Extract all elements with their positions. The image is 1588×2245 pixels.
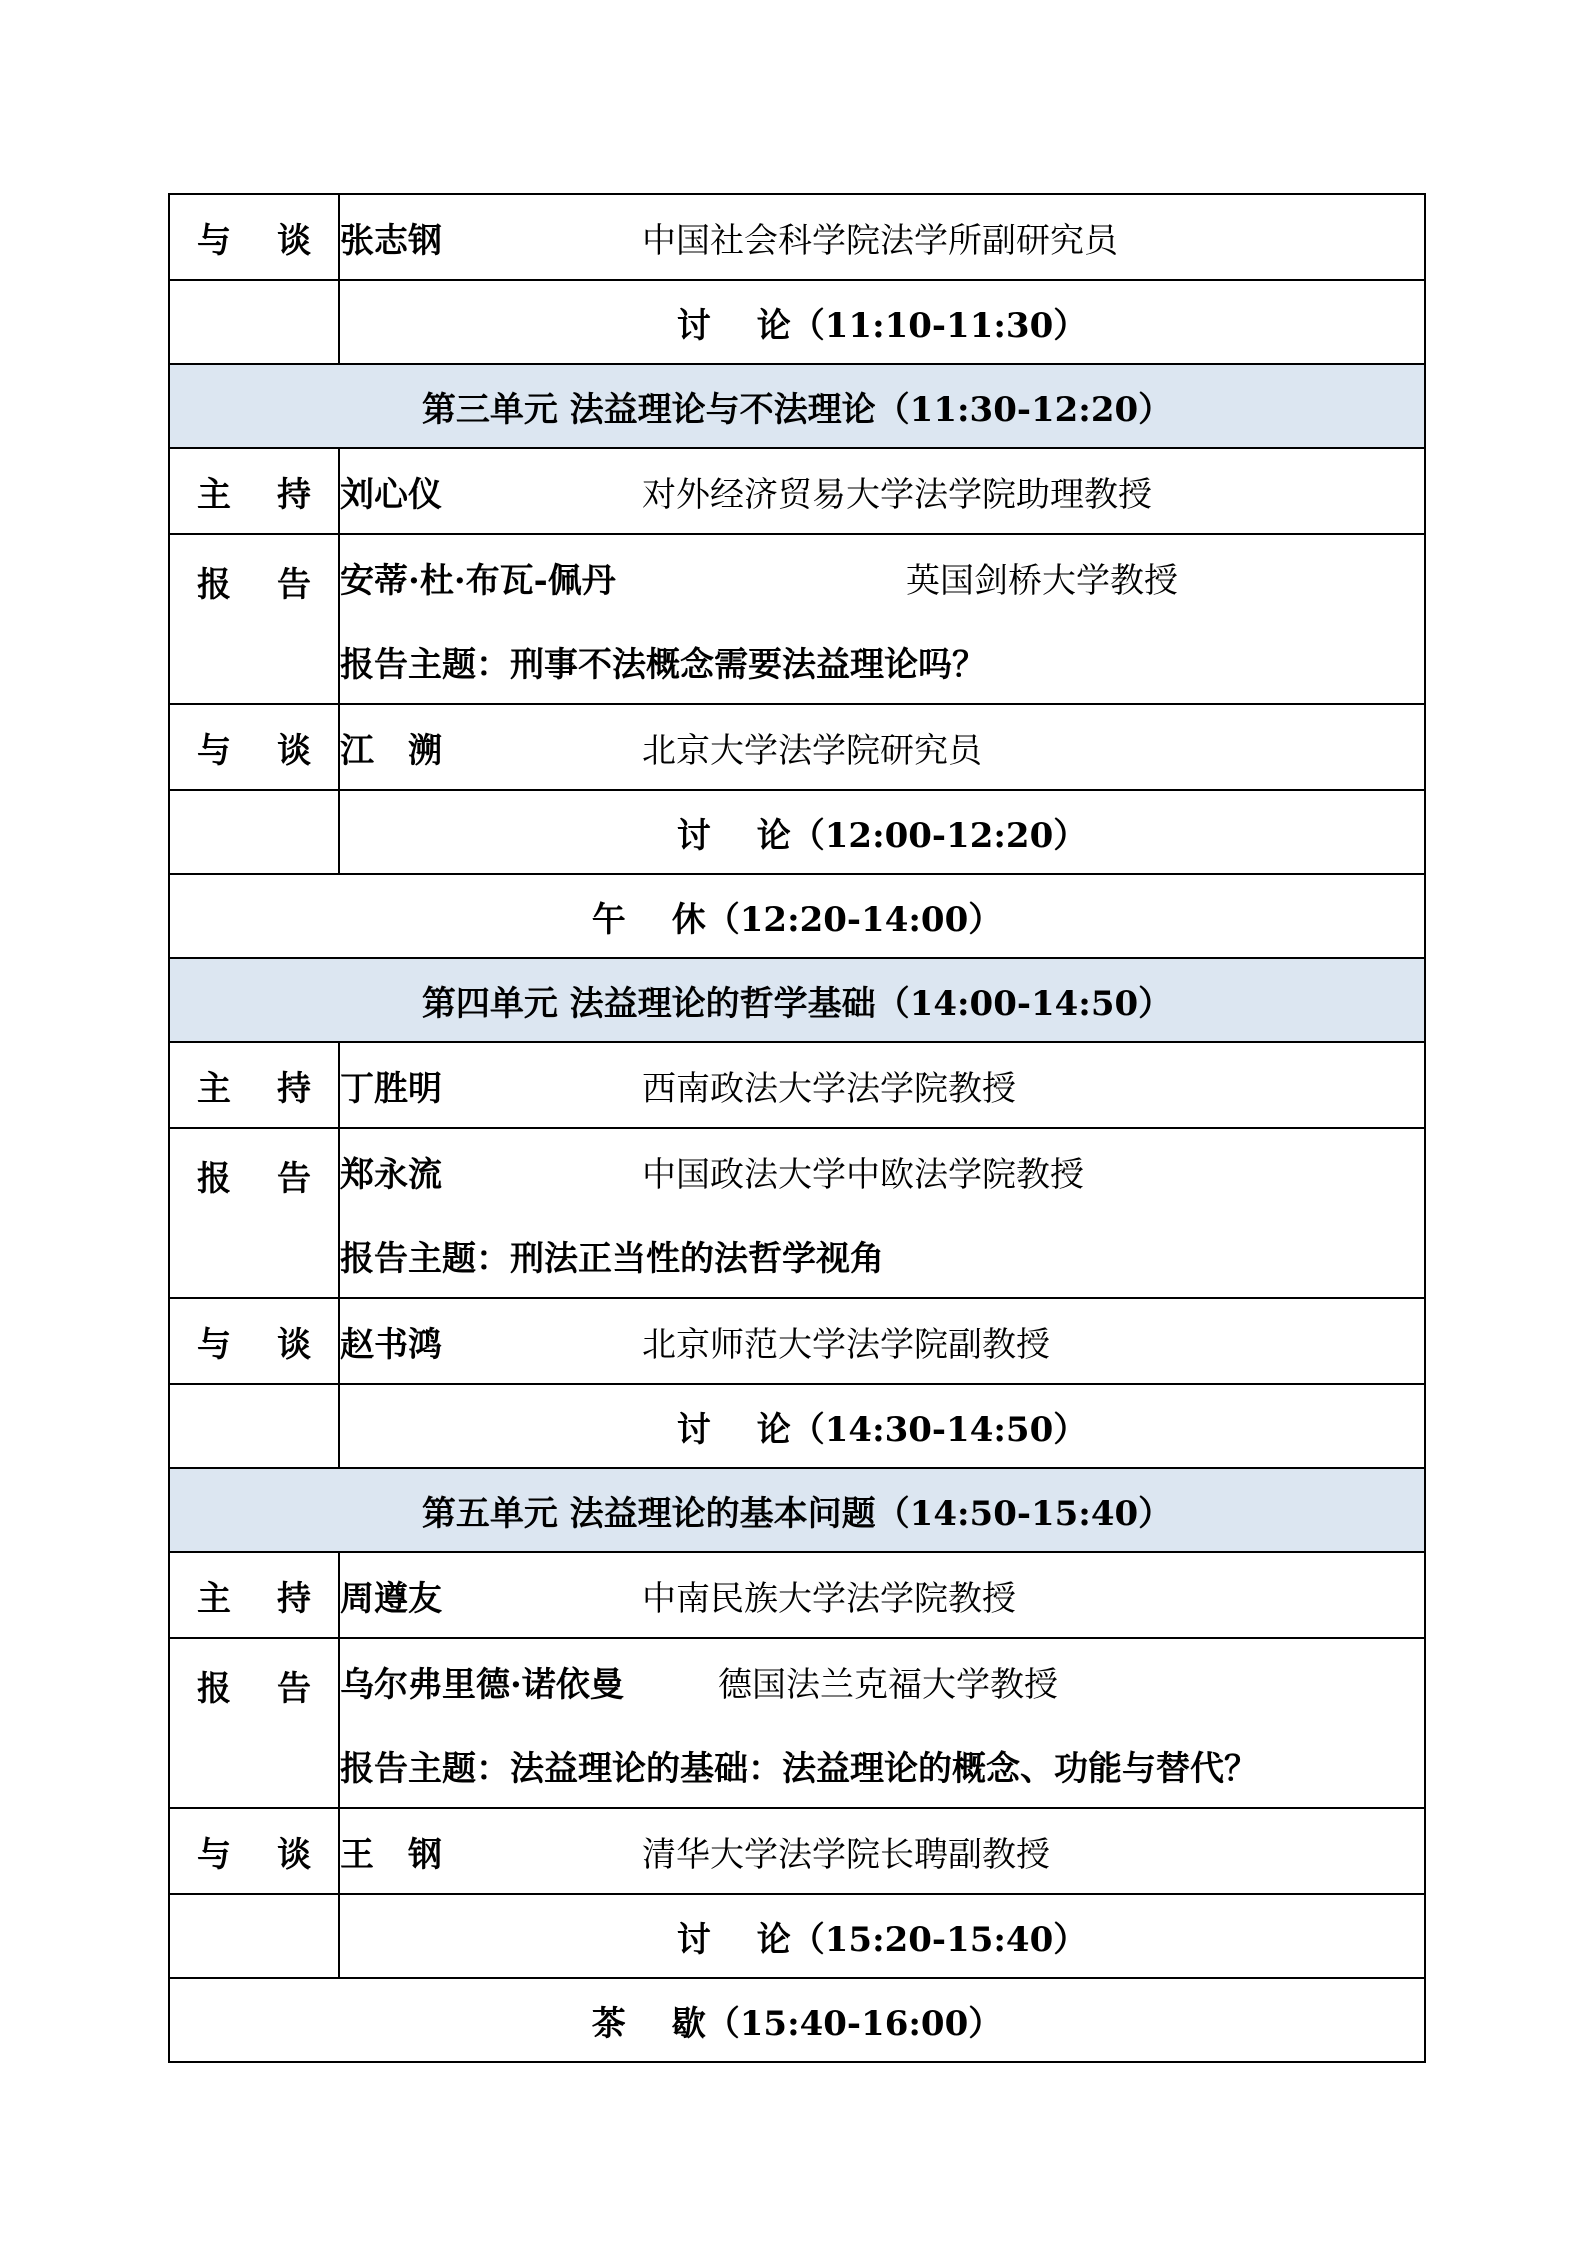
role-cell: 与 谈	[169, 1808, 339, 1894]
person-affiliation: 清华大学法学院长聘副教授	[642, 1834, 1050, 1875]
person-name: 周遵友	[340, 1578, 442, 1619]
table-row	[169, 280, 1425, 364]
person-name: 王 钢	[340, 1834, 442, 1875]
table-row	[169, 1808, 1425, 1894]
table-row	[169, 194, 1425, 280]
person-affiliation: 德国法兰克福大学教授	[718, 1664, 1058, 1705]
person-affiliation: 中国社会科学院法学所副研究员	[642, 220, 1118, 261]
report-cell	[339, 1638, 1425, 1808]
person-name: 刘心仪	[340, 474, 442, 515]
empty-cell	[169, 1894, 339, 1978]
discussion-cell: 讨 论（11:10-11:30）	[339, 280, 1425, 364]
person-affiliation: 英国剑桥大学教授	[906, 560, 1178, 601]
person-affiliation: 中国政法大学中欧法学院教授	[642, 1154, 1084, 1195]
role-cell: 主 持	[169, 1552, 339, 1638]
person-name: 江 溯	[340, 730, 442, 771]
table-row	[169, 704, 1425, 790]
unit-heading: 第三单元 法益理论与不法理论（11:30-12:20）	[169, 364, 1425, 448]
person-cell	[339, 1808, 1425, 1894]
person-cell	[339, 448, 1425, 534]
discussion-cell: 讨 论（12:00-12:20）	[339, 790, 1425, 874]
role-cell: 报 告	[169, 1128, 339, 1298]
table-row	[169, 958, 1425, 1042]
person-name: 丁胜明	[340, 1068, 442, 1109]
break-cell: 茶 歇（15:40-16:00）	[169, 1978, 1425, 2062]
table-row	[169, 1552, 1425, 1638]
table-row	[169, 1384, 1425, 1468]
role-cell: 主 持	[169, 448, 339, 534]
discussion-cell: 讨 论（15:20-15:40）	[339, 1894, 1425, 1978]
table-row	[169, 1042, 1425, 1128]
person-name: 乌尔弗里德·诺依曼	[340, 1664, 624, 1705]
table-row	[169, 1638, 1425, 1808]
person-cell	[339, 704, 1425, 790]
person-affiliation: 对外经济贸易大学法学院助理教授	[642, 474, 1152, 515]
table-row	[169, 1978, 1425, 2062]
person-cell	[339, 1298, 1425, 1384]
person-affiliation: 北京大学法学院研究员	[642, 730, 982, 771]
role-cell: 与 谈	[169, 1298, 339, 1384]
unit-heading: 第五单元 法益理论的基本问题（14:50-15:40）	[169, 1468, 1425, 1552]
person-name: 张志钢	[340, 220, 442, 261]
person-affiliation: 中南民族大学法学院教授	[642, 1578, 1016, 1619]
person-cell	[339, 194, 1425, 280]
person-name: 赵书鸿	[340, 1324, 442, 1365]
person-affiliation: 西南政法大学法学院教授	[642, 1068, 1016, 1109]
report-cell	[339, 534, 1425, 704]
table-row	[169, 874, 1425, 958]
conference-schedule-table	[168, 193, 1426, 2063]
role-cell: 与 谈	[169, 194, 339, 280]
unit-heading: 第四单元 法益理论的哲学基础（14:00-14:50）	[169, 958, 1425, 1042]
report-topic: 报告主题：刑事不法概念需要法益理论吗？	[340, 644, 986, 685]
report-cell	[339, 1128, 1425, 1298]
person-name: 郑永流	[340, 1154, 442, 1195]
person-name: 安蒂·杜·布瓦-佩丹	[340, 560, 616, 601]
table-row	[169, 364, 1425, 448]
table-row	[169, 790, 1425, 874]
break-cell: 午 休（12:20-14:00）	[169, 874, 1425, 958]
empty-cell	[169, 790, 339, 874]
table-row	[169, 1894, 1425, 1978]
person-cell	[339, 1042, 1425, 1128]
report-topic: 报告主题：法益理论的基础：法益理论的概念、功能与替代？	[340, 1748, 1258, 1789]
empty-cell	[169, 280, 339, 364]
report-topic: 报告主题：刑法正当性的法哲学视角	[340, 1238, 884, 1279]
role-cell: 与 谈	[169, 704, 339, 790]
table-row	[169, 1128, 1425, 1298]
table-row	[169, 1468, 1425, 1552]
empty-cell	[169, 1384, 339, 1468]
table-row	[169, 1298, 1425, 1384]
table-row	[169, 534, 1425, 704]
table-row	[169, 448, 1425, 534]
role-cell: 报 告	[169, 1638, 339, 1808]
role-cell: 报 告	[169, 534, 339, 704]
discussion-cell: 讨 论（14:30-14:50）	[339, 1384, 1425, 1468]
person-cell	[339, 1552, 1425, 1638]
person-affiliation: 北京师范大学法学院副教授	[642, 1324, 1050, 1365]
role-cell: 主 持	[169, 1042, 339, 1128]
